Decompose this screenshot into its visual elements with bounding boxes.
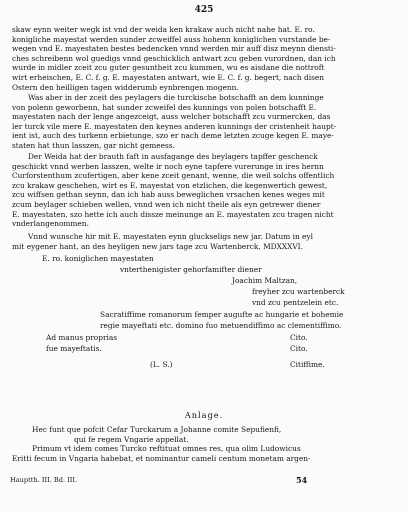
anlage-paragraph [12,425,396,463]
text-line: Eritti fecum in Vngaria habebat, et nominantur cameli centum monetam argen- [12,453,311,463]
text-line: E. mayestaten, szo hette ich auch dissze meinunge an E. mayestaten zcu tragen nicht [12,209,334,219]
page-number: 425 [194,5,214,15]
footer-signature-number: 54 [296,475,308,485]
text-line: Ostern den heilligen tagen widderumb eynbrengen mogenn. [12,82,239,92]
address-right: Cito. [290,333,308,342]
footer-volume: Hauptth. III. Bd. III. [10,476,78,484]
paragraph-3 [12,152,396,229]
text-line: Primum vt idem comes Turcko reftituat omnes res, qua olim Ludowicus [32,444,301,454]
latin-address-line: regie mayeftati etc. domino fuo metuendiffimo ac clementiffimo. [100,321,342,330]
text-line: wurde in midler zceit zcu guter gesuntheit zcu kummen, wu es aisdane die nottroft [12,63,325,73]
paragraph-2 [12,93,396,151]
text-line: Vnnd wunsche hir mit E. mayestaten eynn gluckseligs new jar. Datum in eyl [28,232,313,241]
servant-line: vnterthenigister gehorfamifter diener [120,265,262,274]
text-line: ler turck vile mere E. mayestaten den keynes anderen kunnings der cristenheit haupt- [12,121,337,131]
signatory-title: freyher zcu wartenberck [252,287,345,296]
address-right: Citiffime. [290,360,325,369]
text-line: zcu wiffsen gethan seynn, dan ich hab auss beweglichen vrsachen kenes weges mit [12,190,325,200]
text-line: zcum beylager schieben wellen, vnnd wen ich nicht theile als eyn getrewer diener [12,199,321,209]
text-line: Curforstenthum zcufertigen, aber kene zceit genant, wenne, die weil solchs offentlich [12,171,335,181]
text-line: wirt erheischen, E. C. f. g. E. mayestaten antwart, wie E. C. f. g. begert, nach disen [12,72,325,82]
text-line: staten hat thun lasszen, gar nicht gemeess. [12,140,175,150]
text-line: konigliche mayestat werden sunder zcweiffel auss hohenn koniglichen vurstande be- [12,34,331,44]
address-left: Ad manus proprias [46,333,118,342]
address-left: fue mayeftatis. [46,344,102,353]
section-heading: Anlage. [184,410,224,420]
text-line: zcu krakaw geschehen, wirt es E. mayestat von etzlichen, die kegenwertich gewest, [12,180,328,190]
text-line: wegen vnd E. mayestaten bestes bedencken vnnd werden mir auff disz meynn diensti- [12,44,336,54]
text-line: Was aber in der zceit des peylagers die turckische botschafft an dem kunninge [28,93,324,102]
signatory-name: Joachim Maltzan, [232,276,298,285]
text-line: Hec funt que pofcit Cefar Turckarum a Johanne comite Sepufienfi, [32,425,282,434]
addressee-line: E. ro. koniglichen mayestaten [42,254,154,263]
text-line: vnderlangenommen. [12,219,89,229]
text-line: Der Weida hat der brauth faft in ausfagange des beylagers tapffer geschenck [28,152,318,161]
address-right: Cito. [290,344,308,353]
text-line: mayestaten nach der lenge angezceigt, auss welcher botschafft zcu vurmercken, das [12,112,331,122]
text-line: ches schreibenn wol guedigs vnnd geschicklich antwart zcu geben vurordnen, dan ich [12,53,336,63]
text-line: qui fe regem Vngarie appellat. [74,434,189,444]
closing-paragraph [12,232,396,251]
text-line: geschickt vnnd werben lasszen, welte ir noch eyne tapfere vurerunge in ires hernn [12,161,324,171]
text-line: skaw eynn weiter wegk ist vnd der weida ken krakaw auch nicht nahe hat. E. ro. [12,25,315,34]
paragraph-1 [12,25,396,92]
seal-mark: (L. S.) [150,360,173,369]
latin-address-line: Sacratiffime romanorum femper augufte ac hungarie et bohemie [100,310,344,319]
text-line: von polenn geworbenn, hat sunder zcweifel des kunnings von polen botschafft E. [12,102,317,112]
date-line: mit eygener hant, an des heyligen new jars tage zcu Wartenberck, MDXXXVI. [12,241,303,251]
text-line: ient ist, auch des turkenn erbietunge, szo er nach deme letzten zcuge kegen E. maye- [12,131,334,141]
signatory-title: vnd zcu pentzelein etc. [252,298,339,307]
